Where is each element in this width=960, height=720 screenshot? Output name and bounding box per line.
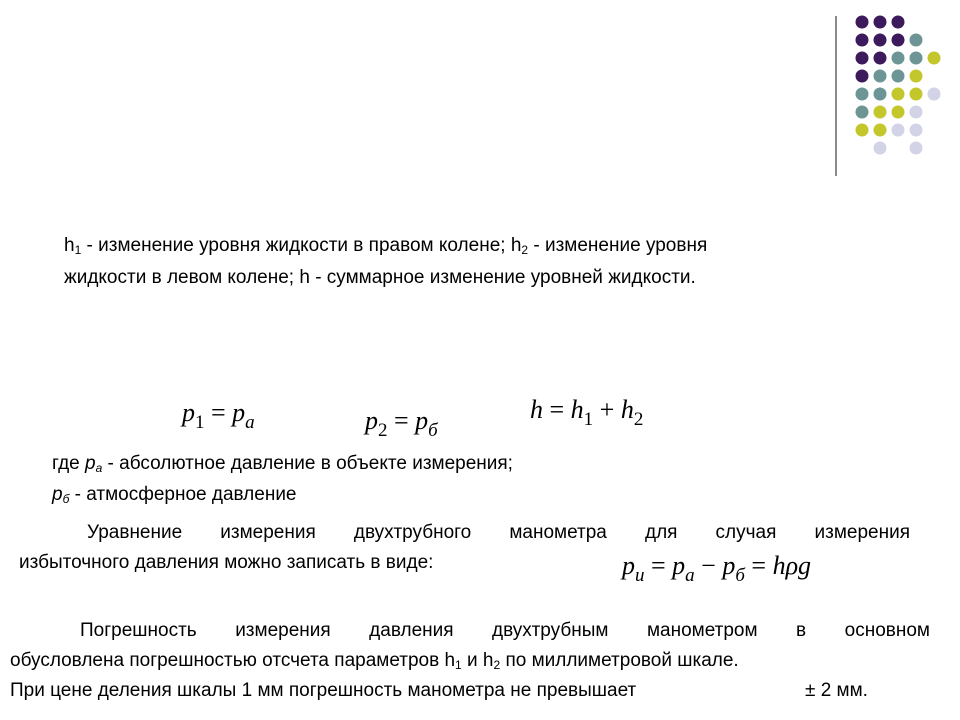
formula-p1-equals-pa	[182, 398, 255, 434]
intro-line-1	[64, 230, 707, 266]
equation-text-line-2: избыточного давления можно записать в виде:	[19, 552, 434, 573]
f1-sub1: 1	[195, 412, 205, 433]
pb-subscript: б	[62, 492, 70, 506]
error-text-line-3: При цене деления шкалы 1 мм погрешность манометра не превышает	[10, 680, 637, 701]
decorative-dot	[892, 70, 905, 83]
f4-eq2: =	[744, 551, 773, 580]
decorative-dot	[874, 106, 887, 119]
f3-h1: h	[570, 395, 584, 424]
decorative-dot	[874, 124, 887, 137]
decorative-dot	[856, 106, 869, 119]
error-line2-a: обусловлена погрешностью отсчета параметров h	[10, 650, 456, 671]
f3-plus: +	[593, 395, 621, 424]
f4-sub1: и	[635, 565, 645, 586]
error-text-line-1: Погрешность измерения давления двухтрубным манометром в основном	[80, 620, 930, 641]
error-line2-b: и h	[461, 650, 494, 671]
h1-symbol: h	[64, 235, 75, 256]
f4-pa: p	[672, 551, 686, 580]
f1-eq: =	[204, 398, 233, 427]
decorative-dot	[910, 142, 923, 155]
f4-eq: =	[644, 551, 673, 580]
f3-eq: =	[543, 395, 571, 424]
h1-description: - изменение уровня жидкости в правом колене;	[81, 235, 511, 256]
decorative-dot	[874, 16, 887, 29]
f3-sub1: 1	[583, 409, 594, 430]
f3-sub2: 2	[633, 409, 644, 430]
formula-p2-equals-pb	[365, 406, 438, 442]
decorative-dot	[856, 70, 869, 83]
error-line2-c: по миллиметровой шкале.	[500, 650, 739, 671]
decorative-vertical-line	[835, 16, 837, 176]
f2-p: p	[365, 406, 378, 435]
f4-suba: a	[685, 565, 695, 586]
decorative-dot	[892, 52, 905, 65]
pa-prefix: где	[52, 453, 86, 474]
intro-line-2: жидкости в левом колене; h - суммарное изменение уровней жидкости.	[64, 267, 696, 288]
pa-symbol: p	[85, 453, 96, 474]
f1-sub2: a	[245, 412, 255, 433]
f2-p2: p	[415, 406, 429, 435]
decorative-dot	[892, 16, 905, 29]
decorative-dot	[856, 16, 869, 29]
f1-p2: p	[232, 398, 246, 427]
decorative-dot	[874, 70, 887, 83]
decorative-dot	[892, 34, 905, 47]
f4-rest: hρg	[772, 551, 812, 580]
decorative-dot	[874, 142, 887, 155]
error-line2-sub2: 2	[493, 658, 501, 672]
error-value: ± 2 мм.	[805, 680, 868, 701]
f4-minus: −	[694, 551, 723, 580]
decorative-dot	[910, 88, 923, 101]
decorative-dot-grid	[0, 0, 960, 200]
decorative-dot	[856, 52, 869, 65]
pa-subscript: а	[95, 461, 103, 475]
decorative-dot	[874, 34, 887, 47]
decorative-dot	[874, 88, 887, 101]
decorative-dot	[874, 52, 887, 65]
decorative-dot	[910, 124, 923, 137]
h2-description: - изменение уровня	[528, 235, 708, 256]
f2-sub2: б	[428, 420, 438, 441]
decorative-dot	[928, 88, 941, 101]
decorative-dot	[856, 124, 869, 137]
error-line2-sub1: 1	[455, 658, 462, 672]
decorative-dot	[910, 34, 923, 47]
f4-p: p	[622, 551, 635, 580]
f3-h2: h	[620, 395, 634, 424]
h2-subscript: 2	[521, 243, 529, 257]
decorative-dot	[856, 34, 869, 47]
decorative-dot	[928, 52, 941, 65]
pa-description: - абсолютное давление в объекте измерения;	[102, 453, 513, 474]
decorative-dot	[910, 52, 923, 65]
f2-sub1: 2	[378, 420, 388, 441]
decorative-dot	[856, 88, 869, 101]
formula-gauge-pressure	[622, 551, 811, 587]
decorative-dot	[910, 106, 923, 119]
f4-subb: б	[735, 565, 745, 586]
equation-text-line-1: Уравнение измерения двухтрубного манометра для случая измерения	[87, 522, 910, 543]
f2-eq: =	[387, 406, 416, 435]
decorative-dot	[892, 124, 905, 137]
formula-h-sum	[530, 395, 643, 431]
pb-symbol: p	[52, 484, 63, 505]
f1-p: p	[182, 398, 195, 427]
decorative-dot	[892, 88, 905, 101]
pb-description: - атмосферное давление	[69, 484, 297, 505]
decorative-dot	[910, 70, 923, 83]
h2-symbol: h	[510, 235, 522, 256]
decorative-dot	[892, 106, 905, 119]
f4-pb: p	[722, 551, 736, 580]
h1-subscript: 1	[74, 243, 82, 257]
definition-pb	[52, 479, 297, 515]
f3-h: h	[530, 395, 543, 424]
